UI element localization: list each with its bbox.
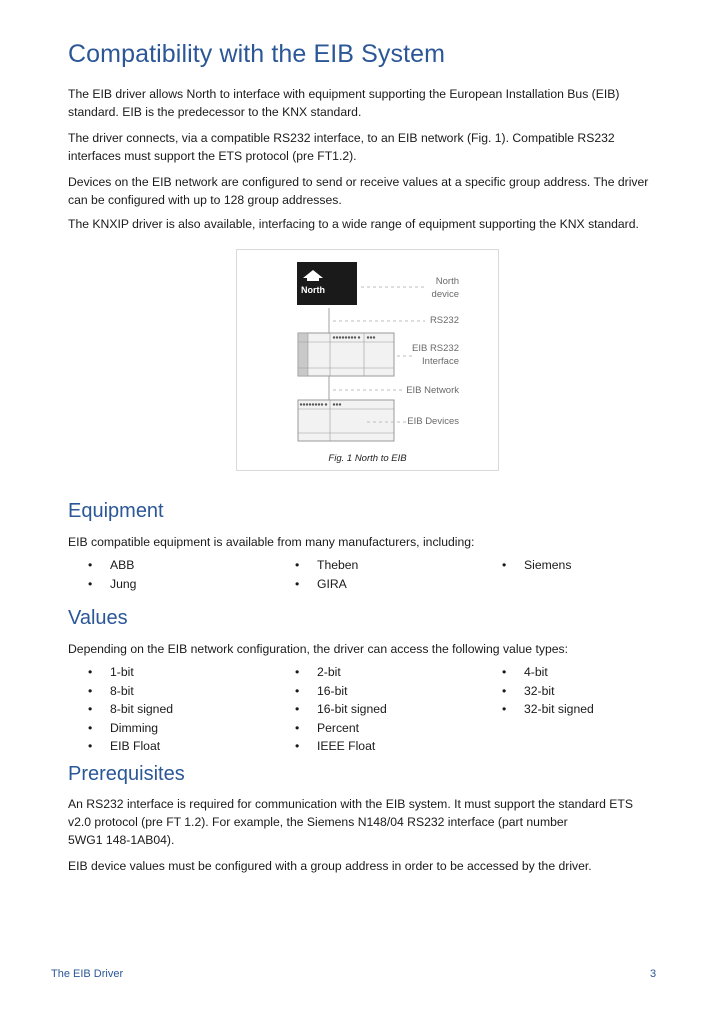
label-north-device xyxy=(417,275,459,301)
list-row xyxy=(88,721,648,740)
intro-paragraph-1: The EIB driver allows North to interface with equipment supporting the European Installation Bus (EIB) standard. EIB is the predecessor to the KNX standard. xyxy=(68,87,620,119)
list-item: • 1-bit xyxy=(88,665,134,679)
list-item: • ABB xyxy=(88,558,135,572)
list-item: • 16-bit xyxy=(295,683,348,698)
rs232-interface-box xyxy=(298,333,394,376)
intro-paragraph-4: The KNXIP driver is also available, interfacing to a wide range of equipment supporting the KNX standard. xyxy=(68,217,639,231)
list-row xyxy=(88,702,648,721)
list-item: • Theben xyxy=(295,558,359,572)
prerequisites-paragraph-1 xyxy=(68,795,658,849)
intro-paragraph-2: The driver connects, via a compatible RS232 interface, to an EIB network (Fig. 1). Compatible RS232 interfaces must support the ETS protocol (pre FT1.2). xyxy=(68,131,615,163)
list-item: • IEEE Float xyxy=(295,739,376,753)
intro-paragraph-3: Devices on the EIB network are configured to send or receive values at a specific group address. The driver can be configured with up to 128 group addresses. xyxy=(68,175,649,207)
values-text: Depending on the EIB network configuration, the driver can access the following value types: xyxy=(68,642,568,656)
footer-document-title: The EIB Driver xyxy=(51,968,124,980)
list-item: • 32-bit xyxy=(502,683,555,698)
equipment-list xyxy=(88,558,648,595)
values-heading: Values xyxy=(68,607,128,629)
prereq-line-3: 5WG1 148-1AB04). xyxy=(68,833,175,847)
values-list xyxy=(88,665,648,758)
equipment-heading: Equipment xyxy=(68,500,164,522)
list-row xyxy=(88,739,648,758)
list-item: • Percent xyxy=(295,720,360,735)
list-item: • Siemens xyxy=(502,558,572,572)
prereq-line-1: An RS232 interface is required for communication with the EIB system. It must support the standard ETS xyxy=(68,797,633,811)
list-row xyxy=(88,684,648,703)
north-logo-text: North xyxy=(301,285,325,295)
list-item: • Jung xyxy=(88,576,137,591)
list-item: • 16-bit signed xyxy=(295,702,387,716)
list-row xyxy=(88,665,648,684)
label-eib-interface xyxy=(397,342,459,368)
list-item: • 32-bit signed xyxy=(502,702,594,716)
figure-caption: Fig. 1 North to EIB xyxy=(328,453,407,464)
label-rs232: RS232 xyxy=(429,315,459,326)
label-eib-network: EIB Network xyxy=(406,385,459,396)
list-item: • 8-bit signed xyxy=(88,702,174,716)
equipment-text: EIB compatible equipment is available from many manufacturers, including: xyxy=(68,535,475,549)
prereq-line-2: v2.0 protocol (pre FT 1.2). For example, the Siemens N148/04 RS232 interface (part number xyxy=(68,815,568,829)
list-item: • GIRA xyxy=(295,576,347,591)
eib-devices-box xyxy=(298,400,394,441)
list-item: • EIB Float xyxy=(88,739,161,753)
label-eib-devices: EIB Devices xyxy=(407,416,459,427)
list-item: • 8-bit xyxy=(88,683,134,698)
list-item: • Dimming xyxy=(88,720,159,735)
north-device-box xyxy=(297,262,357,305)
footer-page-number: 3 xyxy=(650,968,657,980)
list-row xyxy=(88,577,648,596)
list-item: • 4-bit xyxy=(502,665,548,679)
label-north-line1: North xyxy=(435,276,459,287)
figure-north-to-eib xyxy=(236,249,499,471)
label-interface-line1: EIB RS232 xyxy=(412,343,459,354)
label-north-line2: device xyxy=(431,289,459,300)
prerequisites-heading: Prerequisites xyxy=(68,763,185,785)
list-row xyxy=(88,558,648,577)
page-title: Compatibility with the EIB System xyxy=(68,40,446,68)
list-item: • 2-bit xyxy=(295,665,341,679)
prerequisites-paragraph-2: EIB device values must be configured with a group address in order to be accessed by the driver. xyxy=(68,859,592,873)
label-interface-line2: Interface xyxy=(422,356,459,367)
